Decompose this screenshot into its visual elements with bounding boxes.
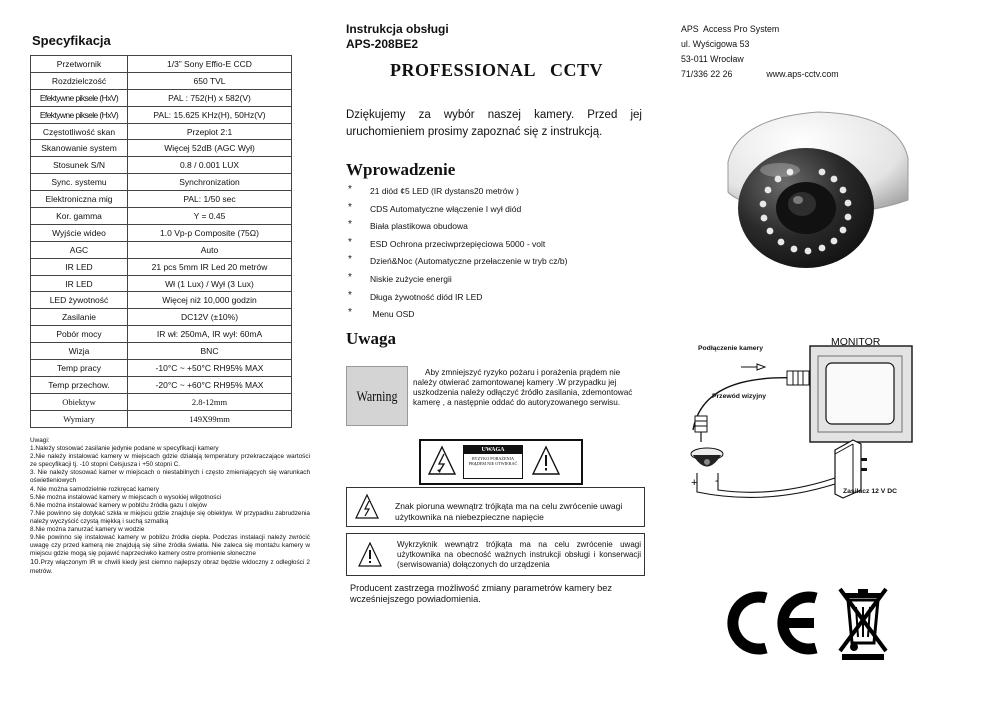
note-item: 5.Nie można instalować kamery w miejscach o wysokiej wilgotności (30, 493, 222, 501)
spec-value: -20°C ~ +60°C RH95% MAX (128, 376, 292, 393)
company-city: 53-011 Wrocław (681, 54, 744, 64)
spec-value: 650 TVL (128, 72, 292, 89)
warning-text: Aby zmniejszyć ryzyko pożaru i porażenia prądem nie należy otwierać zamontowanej kamery .W przypadku jej uszkodzenia należy odłączyć źródło zasilania, zdemontować kamerę , a następnie oddać do autoryzowanego serwisu. (413, 368, 633, 407)
spec-label: Kor. gamma (31, 208, 128, 225)
banner-title: PROFESSIONAL CCTV (390, 60, 604, 80)
note-item: 9.Nie powinno się instalować kamery w pobliżu źródła ciepła. Podczas instalacji należy zwrócić uwagę czy przed kamerą nie znajdują się silne źródła światła. Nie zaleca się montażu kamery w miejscu gdzie mogą się pojawić naprzeciwko kamery ostre promienie słoneczne (30, 534, 310, 558)
bullet: * (348, 254, 352, 266)
spec-value: Więcej 52dB (AGC Wył) (128, 140, 292, 157)
feature-text: 21 diód ¢5 LED (IR dystans20 metrów ) (370, 186, 519, 196)
feature-text: Długa żywotność diód IR LED (370, 291, 483, 302)
spec-label: Zasilanie (31, 309, 128, 326)
intro-title: Wprowadzenie (346, 160, 456, 179)
spec-row (31, 72, 292, 89)
note-item: 4. Nie można samodzielnie rozkręcać kamery (30, 485, 159, 493)
spec-value: Wł (1 Lux) / Wył (3 Lux) (128, 275, 292, 292)
spec-row (31, 89, 292, 106)
spec-row (31, 343, 292, 360)
spec-table (30, 55, 292, 428)
company-name: APS Access Pro System (681, 24, 780, 34)
company-contact (681, 67, 839, 82)
spec-label: LED żywotność (31, 292, 128, 309)
feature-text: Menu OSD (370, 309, 415, 320)
note-text: Przy włączonym IR w chwili kiedy jest ciemno najlepszy obraz będzie widoczny z odległości 2 metrów. (30, 559, 310, 575)
arrow-right-icon (741, 364, 765, 370)
spec-label: IR LED (31, 275, 128, 292)
feature-item (348, 290, 648, 308)
spec-value: BNC (128, 343, 292, 360)
document-title (346, 22, 449, 52)
feature-text: CDS Automatyczne włączenie I wył diód (370, 203, 522, 214)
lightning-triangle-icon (427, 445, 457, 477)
spec-row (31, 410, 292, 427)
ce-mark-icon (718, 590, 822, 656)
spec-label: Przetwornik (31, 56, 128, 73)
spec-label: Obiektyw (31, 393, 128, 410)
exclamation-triangle-icon (531, 445, 561, 477)
notice-lightning-text: Znak pioruna wewnątrz trójkąta ma na celu zwrócenie uwagi użytkownika na niebezpieczne napięcie (395, 501, 623, 522)
spec-label: AGC (31, 241, 128, 258)
company-website: www.aps-cctv.com (766, 69, 839, 79)
spec-row (31, 292, 292, 309)
spec-value: Y = 0.45 (128, 208, 292, 225)
spec-value: Więcej niż 10,000 godzin (128, 292, 292, 309)
bullet: * (348, 236, 352, 248)
spec-value: PAL: 1/50 sec (128, 191, 292, 208)
note-item: 3. Nie należy stosować kamer w miejscach o niestabilnych i często zmieniających się warunkach oświetleniowych (30, 469, 310, 485)
spec-label: Temp pracy (31, 360, 128, 377)
feature-item (348, 219, 648, 237)
dome-camera-image (708, 100, 914, 278)
diagram-cable-label: Przewód wizyjny (712, 393, 767, 400)
note-item: 1.Należy stosować zasilanie jedynie podane w specyfikacji kamery (30, 445, 219, 453)
spec-value: 1.0 Vp-p Composite (75Ω) (128, 224, 292, 241)
spec-row (31, 376, 292, 393)
note-item: 6.Nie można instalować kamery w pobliżu źródła gazu I olejów (30, 501, 207, 509)
lightning-triangle-icon (354, 493, 380, 521)
monitor-icon (810, 346, 912, 442)
spec-label: Wymiary (31, 410, 128, 427)
spec-value: 1/3” Sony Effio-E CCD (128, 56, 292, 73)
feature-list (348, 184, 648, 325)
feature-item (348, 272, 648, 290)
spec-label: Efektywne piksele (HxV) (31, 89, 128, 106)
spec-value: IR wł: 250mA, IR wył: 60mA (128, 326, 292, 343)
diagram-psu-label: Zasilacz 12 V DC (843, 488, 898, 495)
model-number: APS-208BE2 (346, 37, 419, 51)
thanks-paragraph: Dziękujemy za wybór naszej kamery. Przed jej uruchomieniem prosimy zapoznać się z instrukcją. (346, 109, 642, 138)
spec-row (31, 140, 292, 157)
spec-value: 149X99mm (128, 410, 292, 427)
spec-value: PAL: 15.625 KHz(H), 50Hz(V) (128, 106, 292, 123)
spec-label: Elektroniczna mig (31, 191, 128, 208)
spec-label: Skanowanie system (31, 140, 128, 157)
plus-sign: + (691, 477, 698, 489)
spec-label: Sync. systemu (31, 174, 128, 191)
notes-heading: Uwagi: (30, 437, 50, 444)
spec-row (31, 309, 292, 326)
spec-value: Przeplot 2:1 (128, 123, 292, 140)
warning-badge (346, 366, 408, 426)
spec-row (31, 393, 292, 410)
warning-label-head: UWAGA (464, 446, 522, 454)
feature-item (348, 237, 648, 255)
spec-row (31, 191, 292, 208)
feature-text: ESD Ochrona przeciwprzepięciowa 5000 - volt (370, 238, 546, 249)
bullet: * (348, 271, 352, 283)
bnc-connector-icon (787, 371, 809, 385)
warning-badge-text: Warning (356, 386, 398, 405)
bullet: * (348, 201, 352, 213)
note-number: 10. (30, 557, 41, 567)
bullet: * (348, 184, 352, 195)
spec-row (31, 241, 292, 258)
spec-label: Częstotliwość skan (31, 123, 128, 140)
spec-value: Auto (128, 241, 292, 258)
diagram-monitor-label: MONITOR (831, 336, 881, 348)
footer-note: Producent zastrzega możliwość zmiany parametrów kamery bez wcześniejszego powiadomienia. (350, 583, 612, 604)
spec-value: 2.8-12mm (128, 393, 292, 410)
spec-row (31, 106, 292, 123)
spec-row (31, 208, 292, 225)
spec-value: -10°C ~ +50°C RH95% MAX (128, 360, 292, 377)
minus-sign: - (715, 475, 719, 487)
spec-row (31, 258, 292, 275)
spec-row (31, 174, 292, 191)
spec-label: Wyjście wideo (31, 224, 128, 241)
bullet: * (348, 307, 352, 319)
exclamation-triangle-icon (357, 541, 383, 569)
feature-text: Niskie zużycie energii (370, 273, 452, 284)
bullet: * (348, 219, 352, 231)
feature-item (348, 184, 648, 202)
spec-row (31, 360, 292, 377)
spec-row (31, 123, 292, 140)
note-item: 2.Nie należy instalować kamery w miejscach gdzie działają temperatury przekraczające wartości ze specyfikacji tj. -10 stopni Celsjusza i +50 stopni C. (30, 453, 310, 469)
note-item: 8.Nie można zanurzać kamery w wodzie (30, 526, 145, 534)
feature-item (348, 307, 648, 325)
company-street: ul. Wyścigowa 53 (681, 39, 750, 49)
spec-value: PAL : 752(H) x 582(V) (128, 89, 292, 106)
note-item: 7.Nie powinno się dotykać szkła w miejscu gdzie znajduje się obiektyw. W przypadku zabrudzenia należy wyczyścić czystą miękką i suchą szmatką (30, 509, 310, 525)
video-cable (693, 378, 797, 430)
feature-text: Dzień&Noc (Automatyczne przełaczenie w tryb cz/b) (370, 256, 568, 267)
company-info (681, 22, 839, 82)
bullet: * (348, 289, 352, 301)
diagram-connection-label: Podłączenie kamery (698, 345, 763, 352)
connection-diagram (685, 330, 920, 510)
company-phone: 71/336 22 26 (681, 69, 733, 79)
warning-title: Uwaga (346, 329, 397, 348)
spec-label: Pobór mocy (31, 326, 128, 343)
spec-label: Rozdzielczość (31, 72, 128, 89)
spec-row (31, 157, 292, 174)
spec-label: Temp przechow. (31, 376, 128, 393)
spec-row (31, 326, 292, 343)
notice-exclamation-text: Wykrzyknik wewnątrz trójkąta ma na celu zwrócenie uwagi użytkownika na obecność ważnych instrukcji obsługi i konserwacji (serwisowania) dołączonych do urządzenia (397, 540, 641, 569)
spec-title: Specyfikacja (32, 33, 111, 48)
spec-row (31, 275, 292, 292)
spec-value: 21 pcs 5mm IR Led 20 metrów (128, 258, 292, 275)
feature-item (348, 254, 648, 272)
spec-label: Wizja (31, 343, 128, 360)
warning-label-center (463, 445, 523, 479)
spec-row (31, 224, 292, 241)
feature-item (348, 202, 648, 220)
spec-label: Stosunek S/N (31, 157, 128, 174)
spec-value: 0.8 / 0.001 LUX (128, 157, 292, 174)
note-item (30, 558, 310, 575)
spec-value: DC12V (±10%) (128, 309, 292, 326)
notes-section (30, 437, 310, 576)
manual-title: Instrukcja obsługi (346, 22, 449, 36)
spec-row (31, 56, 292, 73)
camera-connector-icon (695, 416, 707, 442)
spec-value: Synchronization (128, 174, 292, 191)
spec-label: Efektywne piksele (HxV) (31, 106, 128, 123)
mini-camera-icon (691, 448, 723, 467)
spec-label: IR LED (31, 258, 128, 275)
warning-label-body: RYZYKO PORAŻENIA PRĄDEM NIE OTWIERAĆ (468, 456, 518, 466)
weee-bin-icon (836, 585, 890, 661)
feature-text: Biała plastikowa obudowa (370, 221, 468, 232)
